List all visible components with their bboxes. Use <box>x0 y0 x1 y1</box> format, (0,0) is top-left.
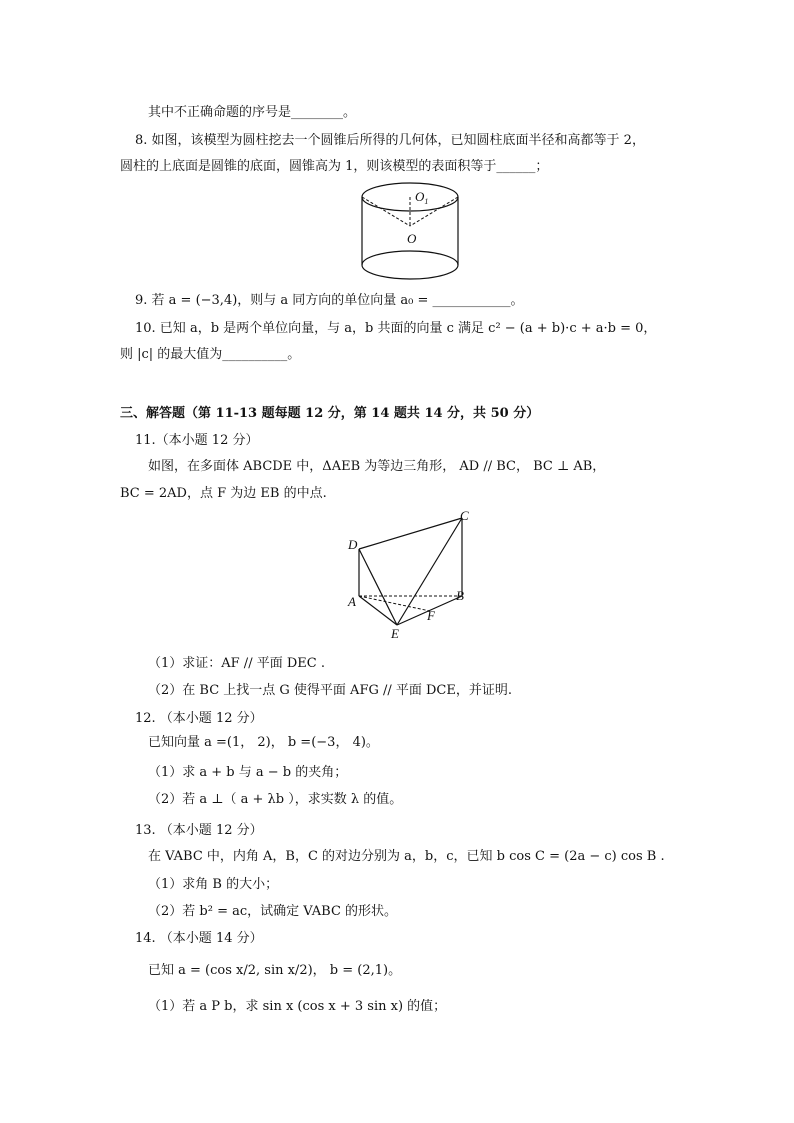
question-11-line2: BC = 2AD，点 F 为边 EB 的中点. <box>120 486 327 501</box>
label-o: O <box>407 231 417 246</box>
cone-left-generatrix <box>362 197 410 226</box>
label-a: A <box>348 594 356 609</box>
question-11-line1: 如图，在多面体 ABCDE 中，ΔAEB 为等边三角形， AD // BC， BC ⊥ AB， <box>148 459 606 474</box>
cylinder-cone-figure <box>355 178 465 284</box>
question-11-part2: （2）在 BC 上找一点 G 使得平面 AFG // 平面 DCE，并证明. <box>148 683 513 698</box>
label-c: C <box>460 508 469 523</box>
question-13-line1: 在 VABC 中，内角 A，B，C 的对边分别为 a，b，c，已知 b cos C = (2a − c) cos B . <box>148 849 665 864</box>
label-b: B <box>456 588 464 603</box>
question-13-header: 13. （本小题 12 分） <box>135 823 263 838</box>
question-13-part1: （1）求角 B 的大小； <box>148 877 279 892</box>
question-10-line1: 10. 已知 a，b 是两个单位向量，与 a，b 共面的向量 c 满足 c² − (a + b)·c + a·b = 0， <box>135 321 657 336</box>
question-14-line1: 已知 a = (cos x/2, sin x/2)， b = (2,1)。 <box>148 963 402 978</box>
question-12-line1: 已知向量 a =(1， 2)， b =(−3， 4)。 <box>148 735 379 750</box>
polyhedron-figure <box>345 508 480 643</box>
label-d: D <box>348 537 358 552</box>
section-3-title: 三、解答题（第 11-13 题每题 12 分，第 14 题共 14 分，共 50 分） <box>120 406 540 421</box>
label-e: E <box>391 626 399 641</box>
question-14-part1: （1）若 a P b，求 sin x (cos x + 3 sin x) 的值； <box>148 999 447 1014</box>
question-8-line2: 圆柱的上底面是圆锥的底面，圆锥高为 1，则该模型的表面积等于______； <box>120 159 549 174</box>
question-10-line2: 则 |c| 的最大值为__________。 <box>120 347 301 362</box>
question-11-header: 11.（本小题 12 分） <box>135 433 259 448</box>
label-o1: $O_1$ <box>415 189 429 206</box>
question-8-line1: 8. 如图，该模型为圆柱挖去一个圆锥后所得的几何体，已知圆柱底面半径和高都等于 2， <box>135 133 645 148</box>
label-f: F <box>427 608 435 623</box>
edge-de <box>359 549 397 625</box>
question-12-part2: （2）若 a ⊥（ a + λb ），求实数 λ 的值。 <box>148 792 403 807</box>
question-9: 9. 若 a = (−3,4)，则与 a 同方向的单位向量 a₀ = ____________。 <box>135 293 524 308</box>
edge-ae <box>359 596 397 625</box>
question-11-part1: （1）求证：AF // 平面 DEC . <box>148 656 325 671</box>
cylinder-bottom-ellipse <box>362 251 458 279</box>
line-incorrect-propositions: 其中不正确命题的序号是________。 <box>148 105 357 120</box>
question-13-part2: （2）若 b² = ac，试确定 VABC 的形状。 <box>148 904 398 919</box>
question-14-header: 14. （本小题 14 分） <box>135 931 263 946</box>
question-12-header: 12. （本小题 12 分） <box>135 711 263 726</box>
question-12-part1: （1）求 a + b 与 a − b 的夹角； <box>148 765 348 780</box>
